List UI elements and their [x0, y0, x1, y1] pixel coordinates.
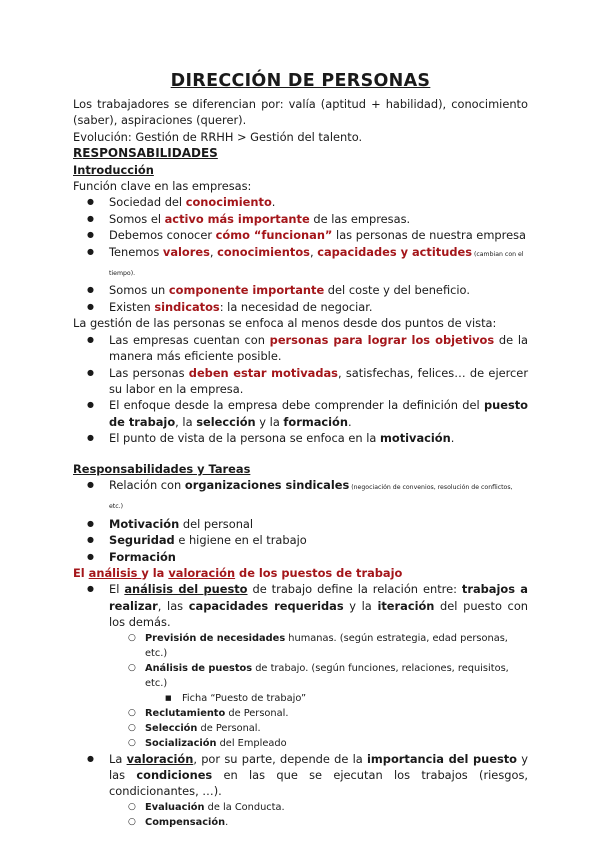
list-item: ○ Selección de Personal. — [73, 721, 528, 736]
list-item: ● El enfoque desde la empresa debe comprender la definición del puesto de trabajo, la selección y la formación. — [73, 397, 528, 430]
intro-evolution: Evolución: Gestión de RRHH > Gestión del talento. — [73, 129, 363, 144]
list-funcion-clave — [73, 194, 528, 315]
subheading-responsabilidades-tareas: Responsabilidades y Tareas — [73, 461, 251, 476]
list-item: ● Formación — [73, 549, 528, 565]
list-analisis — [73, 581, 528, 630]
list-item: ● Debemos conocer cómo “funcionan” las personas de nuestra empresa — [73, 227, 528, 243]
list-item: ○ Reclutamiento de Personal. — [73, 706, 528, 721]
list-item: ● Las empresas cuentan con personas para lograr los objetivos de la manera más eficiente posible. — [73, 332, 528, 365]
list-analisis-subsub — [73, 691, 528, 706]
list-item: ● Tenemos valores, conocimientos, capacidades y actitudes (cambian con el tiempo). — [73, 244, 528, 283]
section-heading-responsabilidades: RESPONSABILIDADES — [73, 146, 218, 161]
list-item: ○ Análisis de puestos de trabajo. (según funciones, relaciones, requisitos, etc.) — [73, 661, 528, 691]
list-item: ○ Previsión de necesidades humanas. (según estrategia, edad personas, etc.) — [73, 631, 528, 661]
list-item: ● Existen sindicatos: la necesidad de negociar. — [73, 299, 528, 315]
list-analisis-sub-2 — [73, 706, 528, 751]
intro-paragraph: Los trabajadores se diferencian por: valía (aptitud + habilidad), conocimiento (saber), aspiraciones (querer). — [73, 97, 528, 128]
list-item: ● Seguridad e higiene en el trabajo — [73, 532, 528, 548]
lead-gestion: La gestión de las personas se enfoca al menos desde dos puntos de vista: — [73, 316, 497, 331]
subheading-analisis-valoracion: El análisis y la valoración de los puestos de trabajo — [73, 565, 403, 580]
lead-funcion: Función clave en las empresas: — [73, 179, 252, 194]
list-item: ● Relación con organizaciones sindicales (negociación de convenios, resolución de conflictos, etc.) — [73, 477, 528, 516]
list-item: ● Somos el activo más importante de las empresas. — [73, 211, 528, 227]
list-item: ● Las personas deben estar motivadas, satisfechas, felices… de ejercer su labor en la empresa. — [73, 365, 528, 398]
list-item: ■ Ficha “Puesto de trabajo” — [73, 691, 528, 706]
list-valoracion-sub — [73, 800, 528, 830]
list-item: ○ Socialización del Empleado — [73, 736, 528, 751]
list-analisis-sub — [73, 631, 528, 691]
list-item: ● Somos un componente importante del coste y del beneficio. — [73, 282, 528, 298]
subheading-introduccion: Introducción — [73, 162, 154, 177]
list-valoracion — [73, 751, 528, 800]
list-tareas — [73, 477, 528, 565]
list-item: ○ Evaluación de la Conducta. — [73, 800, 528, 815]
list-item: ○ Compensación. — [73, 815, 528, 830]
list-item: ● El punto de vista de la persona se enfoca en la motivación. — [73, 430, 528, 446]
document-page — [73, 70, 528, 830]
list-item: ● Sociedad del conocimiento. — [73, 194, 528, 210]
page-title: DIRECCIÓN DE PERSONAS — [170, 71, 431, 91]
list-item: ● El análisis del puesto de trabajo define la relación entre: trabajos a realizar, las capacidades requeridas y la iteración del puesto con los demás. — [73, 581, 528, 630]
list-item: ● Motivación del personal — [73, 516, 528, 532]
list-puntos-vista — [73, 332, 528, 447]
list-item: ● La valoración, por su parte, depende de la importancia del puesto y las condiciones en las que se ejecutan los trabajos (riesgos, condicionantes, …). — [73, 751, 528, 800]
